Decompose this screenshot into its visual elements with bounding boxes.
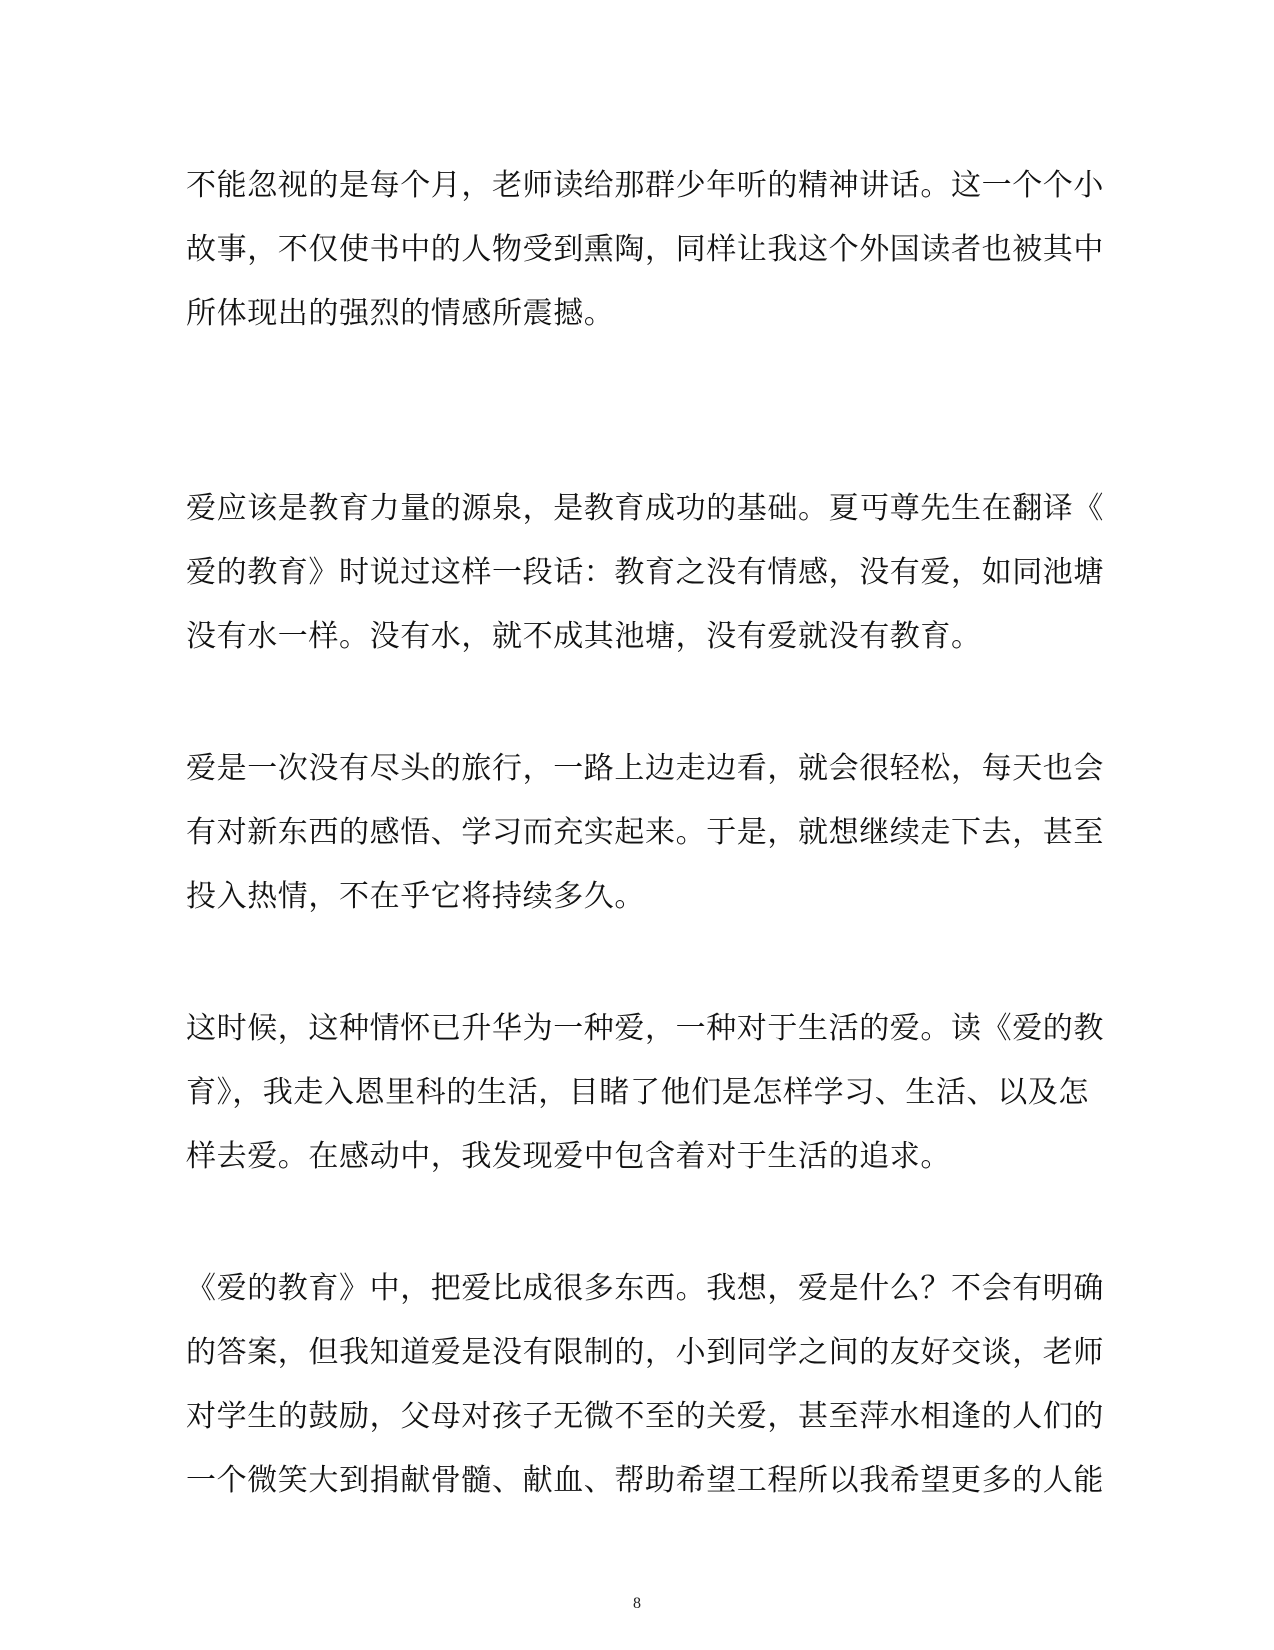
paragraph-5 (186, 1257, 1104, 1513)
text-line: 爱应该是教育力量的源泉，是教育成功的基础。夏丏尊先生在翻译《 (186, 491, 1104, 526)
text-line: 没有水一样。没有水，就不成其池塘，没有爱就没有教育。 (186, 619, 982, 654)
paragraph-3 (186, 737, 1104, 929)
text-line: 所体现出的强烈的情感所震撼。 (186, 296, 615, 331)
text-line: 育》，我走入恩里科的生活，目睹了他们是怎样学习、生活、以及怎 (186, 1075, 1089, 1110)
text-line: 《爱的教育》中，把爱比成很多东西。我想，爱是什么？不会有明确 (186, 1271, 1104, 1306)
text-line: 爱是一次没有尽头的旅行，一路上边走边看，就会很轻松，每天也会 (186, 751, 1104, 786)
paragraph-1 (186, 154, 1104, 346)
text-line: 爱的教育》时说过这样一段话：教育之没有情感，没有爱，如同池塘 (186, 555, 1104, 590)
paragraph-4 (186, 997, 1104, 1189)
text-line: 对学生的鼓励，父母对孩子无微不至的关爱，甚至萍水相逢的人们的 (186, 1399, 1104, 1434)
text-line: 这时候，这种情怀已升华为一种爱，一种对于生活的爱。读《爱的教 (186, 1011, 1104, 1046)
text-line: 样去爱。在感动中，我发现爱中包含着对于生活的追求。 (186, 1139, 951, 1174)
page-number: 8 (633, 1595, 641, 1612)
text-line: 有对新东西的感悟、学习而充实起来。于是，就想继续走下去，甚至 (186, 815, 1104, 850)
text-line: 故事，不仅使书中的人物受到熏陶，同样让我这个外国读者也被其中 (186, 232, 1104, 267)
text-line: 不能忽视的是每个月，老师读给那群少年听的精神讲话。这一个个小 (186, 168, 1104, 203)
text-line: 的答案，但我知道爱是没有限制的，小到同学之间的友好交谈，老师 (186, 1335, 1104, 1370)
text-line: 投入热情，不在乎它将持续多久。 (186, 879, 645, 914)
text-line: 一个微笑大到捐献骨髓、献血、帮助希望工程所以我希望更多的人能 (186, 1463, 1104, 1498)
paragraph-2 (186, 477, 1104, 669)
